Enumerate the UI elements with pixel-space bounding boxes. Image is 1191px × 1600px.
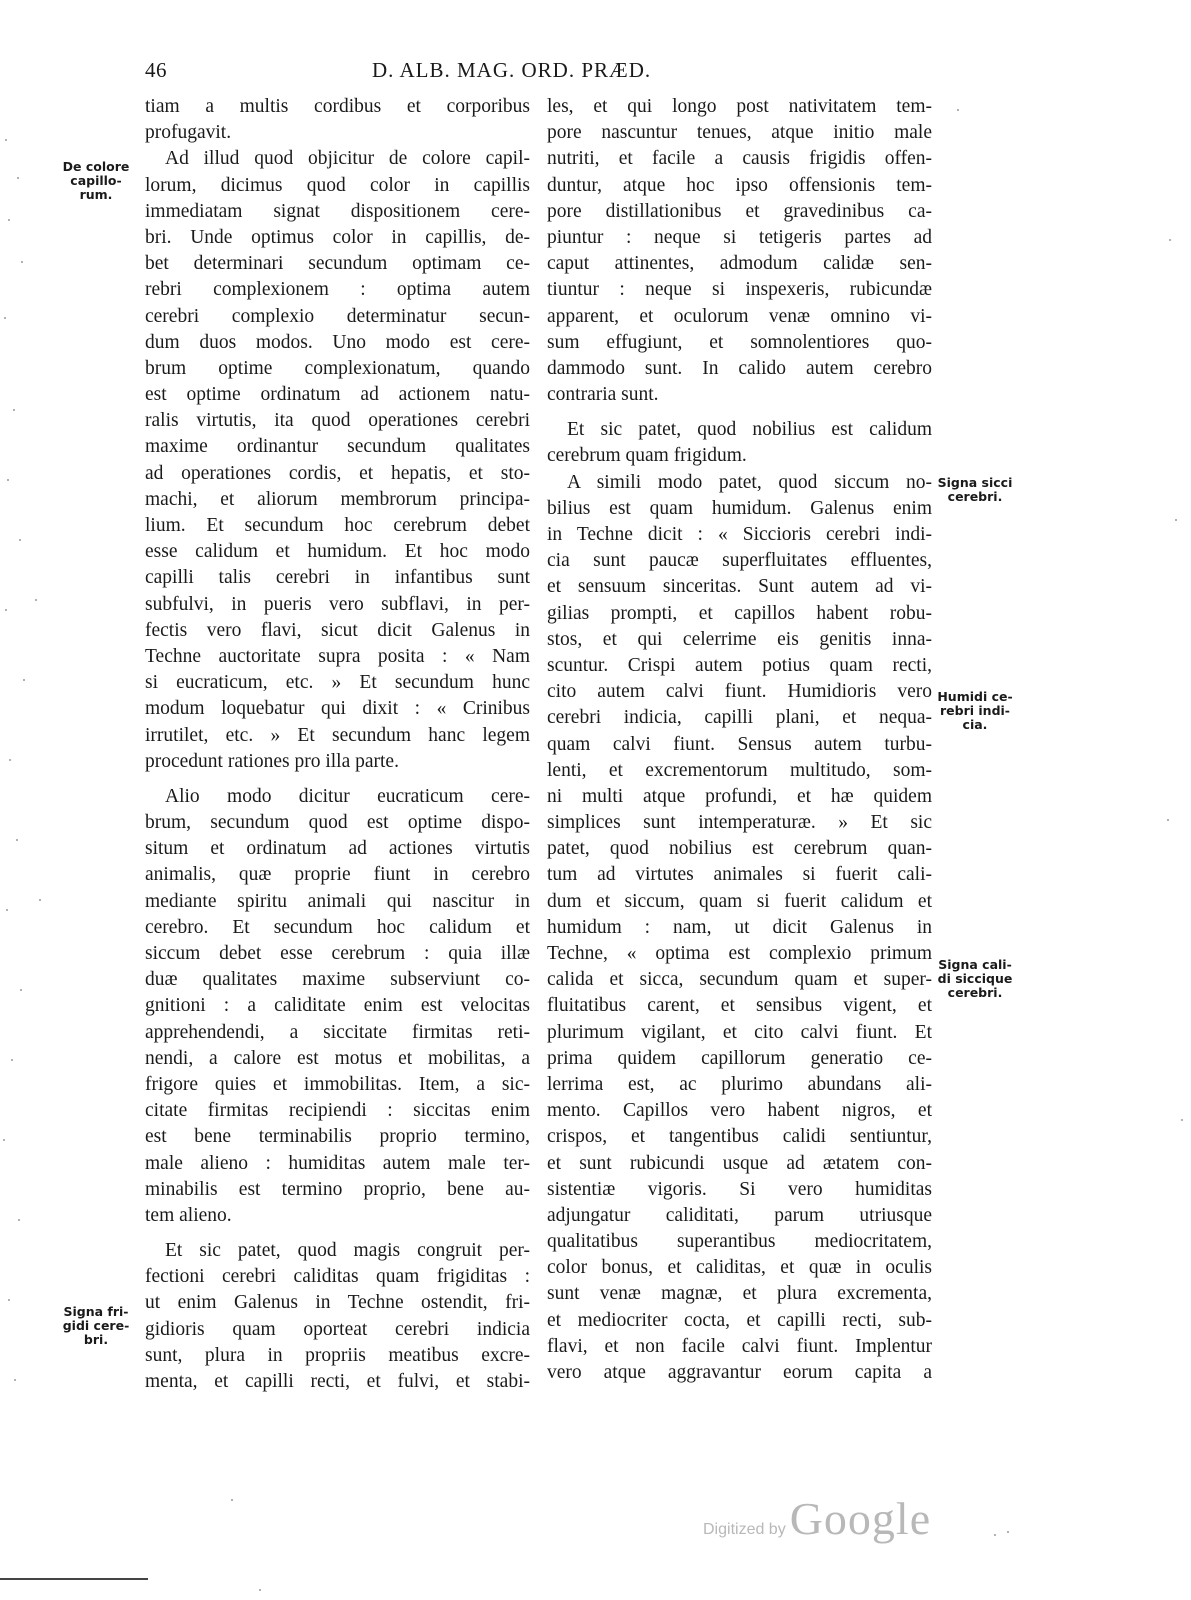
text-line: irrutilet, etc. » Et secundum hanc legem xyxy=(145,724,530,746)
text-line: fectioni cerebri caliditas quam frigiditas : xyxy=(145,1266,530,1288)
text-line: sistentiæ vigoris. Si vero humiditas xyxy=(547,1178,932,1200)
text-line: Techne, « optima est complexio primum xyxy=(547,943,932,964)
text-line: bri. Unde optimus color in capillis, de- xyxy=(145,226,530,248)
marginal-line: rebri indi- xyxy=(940,703,1010,718)
marginal-line: di siccique xyxy=(937,971,1013,986)
marginal-line: Humidi ce- xyxy=(937,689,1013,704)
marginal-note xyxy=(935,476,1015,504)
text-line: in Techne dicit : « Siccioris cerebri indi- xyxy=(547,524,932,545)
text-line: ralis virtutis, ita quod operationes cerebri xyxy=(145,410,530,432)
text-line: siccum debet esse cerebrum : quia illæ xyxy=(145,943,530,964)
text-line: qualitatibus superantibus mediocritatem, xyxy=(547,1231,932,1253)
text-line: citate firmitas recipiendi : siccitas enim xyxy=(145,1100,530,1122)
text-line: bet determinari secundum optimam ce- xyxy=(145,253,530,275)
marginal-note xyxy=(56,160,136,202)
text-line: sum effugiunt, et somnolentiores quo- xyxy=(547,331,932,353)
text-line: lium. Et secundum hoc cerebrum debet xyxy=(145,515,530,536)
text-line: ni multi atque profundi, et hæ quidem xyxy=(547,785,932,807)
text-line: et sunt rubicundi usque ad ætatem con- xyxy=(547,1152,932,1174)
text-line: profugavit. xyxy=(145,122,232,144)
marginal-line: gidi cere- xyxy=(62,1318,130,1333)
text-line: crispos, et tangentibus calidi sentiuntur, xyxy=(547,1126,932,1148)
text-line: tem alieno. xyxy=(145,1204,232,1226)
text-line: male alieno : humiditas autem male ter- xyxy=(145,1152,530,1174)
text-line: ut enim Galenus in Techne ostendit, fri- xyxy=(145,1292,530,1314)
marginal-line: Signa cali- xyxy=(938,957,1012,972)
text-line: fluitatibus carent, et sensibus vigent, et xyxy=(547,995,932,1017)
marginal-line: Signa fri- xyxy=(63,1304,129,1319)
scan-edge-rule xyxy=(0,1578,148,1580)
text-line: apparent, et oculorum venæ omnino vi- xyxy=(547,305,932,327)
text-line: duntur, atque hoc ipso offensionis tem- xyxy=(547,174,932,196)
text-line: bilius est quam humidum. Galenus enim xyxy=(547,497,932,519)
text-line: caput attinentes, admodum calidæ sen- xyxy=(547,253,932,275)
text-line: capilli talis cerebri in infantibus sunt xyxy=(145,567,530,589)
text-line: dum et siccum, quam si fuerit calidum et xyxy=(547,890,932,912)
text-line: est optime ordinatum ad actionem natu- xyxy=(145,384,530,406)
text-line: minabilis est termino proprio, bene au- xyxy=(145,1178,530,1200)
page-number: 46 xyxy=(145,58,167,82)
text-line: humidum : nam, ut dicit Galenus in xyxy=(547,916,932,938)
text-line: patet, quod nobilius est cerebrum quan- xyxy=(547,838,932,860)
text-line: et mediocriter cocta, et capilli recti, sub- xyxy=(547,1309,932,1331)
text-line: cerebro. Et secundum hoc calidum et xyxy=(145,916,530,938)
text-line: frigore quies et immobilitas. Item, a sic- xyxy=(145,1073,530,1095)
text-line: menta, et capilli recti, et fulvi, et stabi- xyxy=(145,1371,530,1392)
text-line: brum optime complexionatum, quando xyxy=(145,357,530,379)
text-line: rebri complexionem : optima autem xyxy=(145,279,530,301)
text-line: procedunt rationes pro illa parte. xyxy=(145,750,399,772)
marginal-line: cia. xyxy=(962,717,988,732)
text-line: cito autem calvi fiunt. Humidioris vero xyxy=(547,681,932,703)
text-line: Et sic patet, quod magis congruit per- xyxy=(165,1240,530,1262)
text-line: stos, et qui celerrime eis genitis inna- xyxy=(547,628,932,650)
text-line: flavi, et non facile calvi fiunt. Implentur xyxy=(547,1335,932,1357)
text-line: animalis, quæ proprie fiunt in cerebro xyxy=(145,864,530,886)
marginal-line: rum. xyxy=(79,187,113,202)
text-line: lenti, et excrementorum multitudo, som- xyxy=(547,759,932,781)
text-line: si eucraticum, etc. » Et secundum hunc xyxy=(145,672,530,694)
text-line: lerrima est, ac plurimo abundans ali- xyxy=(547,1073,932,1095)
text-line: brum, secundum quod est optime dispo- xyxy=(145,812,530,834)
marginal-line: capillo- xyxy=(70,173,122,188)
text-line: plurimum vigilant, et cito calvi fiunt. Et xyxy=(547,1021,932,1043)
text-line: Alio modo dicitur eucraticum cere- xyxy=(165,785,530,807)
text-line: tiuntur : neque si inspexeris, rubicundæ xyxy=(547,279,932,301)
text-line: scuntur. Crispi autem potius quam recti, xyxy=(547,654,932,676)
text-line: immediatam signat dispositionem cere- xyxy=(145,200,530,222)
text-line: quam calvi fiunt. Sensus autem turbu- xyxy=(547,733,932,755)
text-line: mediante spiritu animali qui nascitur in xyxy=(145,890,530,912)
text-line: dammodo sunt. In calido autem cerebro xyxy=(547,357,932,379)
marginal-line: bri. xyxy=(83,1332,109,1347)
digitized-watermark xyxy=(703,1492,931,1545)
marginal-note xyxy=(935,690,1015,732)
text-line: dum duos modos. Uno modo est cere- xyxy=(145,331,530,353)
text-line: pore nascuntur tenues, atque initio male xyxy=(547,122,932,144)
text-line: ad operationes cordis, et hepatis, et sto- xyxy=(145,462,530,484)
text-line: maxime ordinantur secundum qualitates xyxy=(145,436,530,458)
text-line: Techne auctoritate supra posita : « Nam xyxy=(145,645,530,667)
running-head: D. ALB. MAG. ORD. PRÆD. xyxy=(372,58,652,82)
text-line: gnitioni : a caliditate enim est velocitas xyxy=(145,995,530,1017)
text-line: subfulvi, in pueris vero subflavi, in per- xyxy=(145,593,530,615)
text-line: mento. Capillos vero habent nigros, et xyxy=(547,1100,932,1122)
marginal-note xyxy=(56,1305,136,1347)
watermark-prefix: Digitized by xyxy=(703,1521,786,1538)
text-line: machi, et aliorum membrorum principa- xyxy=(145,488,530,510)
text-line: et sensuum sinceritas. Sunt autem ad vi- xyxy=(547,576,932,598)
text-column-left xyxy=(145,94,530,1395)
marginal-line: cerebri. xyxy=(947,985,1003,1000)
text-line: tiam a multis cordibus et corporibus xyxy=(145,96,530,117)
text-line: pore distillationibus et gravedinibus ca- xyxy=(547,200,932,222)
text-line: nendi, a calore est motus et mobilitas, a xyxy=(145,1047,530,1069)
text-line: vero atque aggravantur eorum capita a xyxy=(547,1362,932,1383)
text-line: simplices sunt intemperaturæ. » Et sic xyxy=(547,812,932,834)
text-line: Et sic patet, quod nobilius est calidum xyxy=(567,419,932,441)
text-column-right xyxy=(547,94,932,1386)
text-line: modum loquebatur qui dixit : « Crinibus xyxy=(145,698,530,720)
text-line: nutriti, et facile a causis frigidis offen- xyxy=(547,148,932,170)
text-line: lorum, dicimus quod color in capillis xyxy=(145,174,530,196)
text-line: est bene terminabilis proprio termino, xyxy=(145,1126,530,1148)
text-line: fectis vero flavi, sicut dicit Galenus in xyxy=(145,619,530,641)
text-line: cerebri indicia, capilli plani, et nequa- xyxy=(547,707,932,729)
text-line: adjungatur caliditati, parum utriusque xyxy=(547,1204,932,1226)
text-line: sunt venæ magnæ, et plura excrementa, xyxy=(547,1283,932,1305)
text-line: tum ad virtutes animales si fuerit cali- xyxy=(547,864,932,886)
text-line: piuntur : neque si tetigeris partes ad xyxy=(547,226,932,248)
text-line: cia sunt paucæ superfluitates effluentes, xyxy=(547,550,932,572)
text-line: cerebri complexio determinatur secun- xyxy=(145,305,530,327)
text-line: duæ qualitates maxime subserviunt co- xyxy=(145,969,530,991)
text-line: esse calidum et humidum. Et hoc modo xyxy=(145,541,530,563)
text-line: calida et sicca, secundum quam et super- xyxy=(547,969,932,991)
marginal-line: De colore xyxy=(62,159,130,174)
text-line: gilias prompti, et capillos habent robu- xyxy=(547,602,932,624)
text-line: A simili modo patet, quod siccum no- xyxy=(567,471,932,493)
text-line: situm et ordinatum ad actiones virtutis xyxy=(145,838,530,860)
text-line: color bonus, et caliditas, et quæ in oculis xyxy=(547,1257,932,1279)
text-line: sunt, plura in propriis meatibus excre- xyxy=(145,1344,530,1366)
text-line: les, et qui longo post nativitatem tem- xyxy=(547,96,932,117)
text-line: Ad illud quod objicitur de colore capil- xyxy=(165,148,530,170)
marginal-note xyxy=(935,958,1015,1000)
text-line: prima quidem capillorum generatio ce- xyxy=(547,1047,932,1069)
text-line: cerebrum quam frigidum. xyxy=(547,445,747,467)
text-line: gidioris quam oporteat cerebri indicia xyxy=(145,1318,530,1340)
google-logo: Google xyxy=(789,1493,932,1544)
marginal-line: cerebri. xyxy=(947,489,1003,504)
text-line: contraria sunt. xyxy=(547,384,659,406)
text-line: apprehendendi, a siccitate firmitas reti- xyxy=(145,1021,530,1043)
marginal-line: Signa sicci xyxy=(937,475,1013,490)
